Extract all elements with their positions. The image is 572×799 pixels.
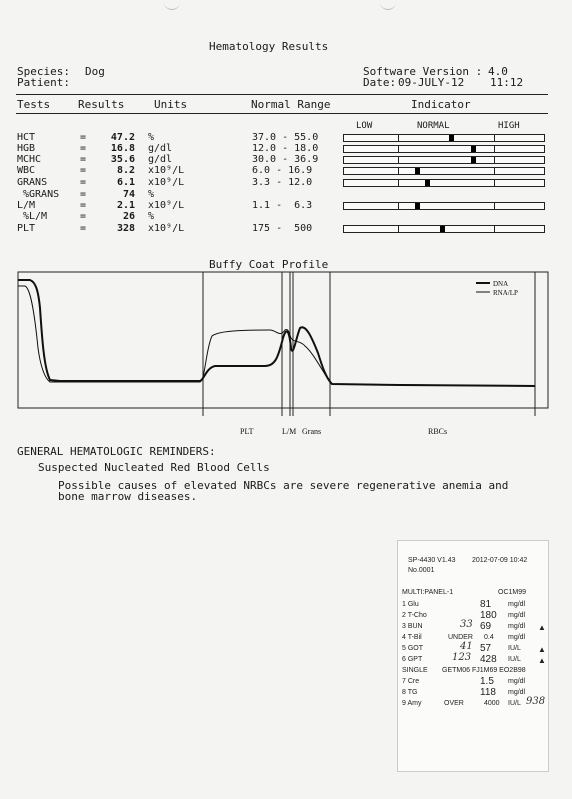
- indicator-bar: [343, 156, 545, 164]
- result-row-lm: [0, 211, 572, 223]
- receipt-item-name: 7 Cre: [402, 678, 420, 685]
- receipt-item-name: 1 Glu: [402, 601, 419, 608]
- receipt-item-value: 0.4: [484, 634, 494, 641]
- indicator-marker: [471, 146, 476, 152]
- time-value: 11:12: [490, 76, 524, 89]
- indicator-low: LOW: [356, 121, 373, 131]
- receipt-item-unit: mg/dl: [508, 689, 526, 696]
- result-value: 47.2: [110, 132, 135, 143]
- result-unit: x10⁹/L: [148, 200, 185, 211]
- receipt-datetime: 2012-07-09 10:42: [472, 557, 528, 564]
- result-value: 2.1: [116, 200, 135, 211]
- species-value: Dog: [85, 65, 105, 78]
- buffy-coat-chart: [0, 268, 572, 448]
- result-eq: =: [80, 223, 87, 234]
- receipt-item-value: 118: [480, 687, 496, 698]
- result-eq: =: [80, 200, 87, 211]
- indicator-high: HIGH: [498, 121, 520, 131]
- result-test: %L/M: [23, 211, 48, 222]
- result-test: MCHC: [17, 154, 42, 165]
- receipt-item-name: 2 T-Cho: [402, 612, 427, 619]
- result-unit: g/dl: [148, 154, 173, 165]
- receipt-item-unit: IU/L: [508, 645, 521, 652]
- indicator-bar: [343, 134, 545, 142]
- receipt-item-name: 4 T-Bil: [402, 634, 422, 641]
- receipt-item-value: 81: [480, 599, 492, 610]
- patient-label: Patient:: [17, 76, 70, 89]
- result-value: 328: [116, 223, 135, 234]
- receipt-item-unit: IU/L: [508, 700, 521, 707]
- zone-label-rbcs: RBCs: [428, 427, 448, 436]
- reminders-line1: Possible causes of elevated NRBCs are severe regenerative anemia and: [58, 479, 509, 492]
- col-results: Results: [78, 98, 125, 111]
- receipt-item-unit: mg/dl: [508, 678, 526, 685]
- result-eq: =: [80, 211, 87, 222]
- divider: [16, 113, 548, 114]
- receipt-item-value: 4000: [484, 700, 500, 707]
- legend-dna: DNA: [493, 280, 509, 288]
- result-unit: x10⁹/L: [148, 177, 185, 188]
- indicator-marker: [440, 226, 445, 232]
- receipt-item-flag-text: UNDER: [448, 634, 473, 641]
- result-test: WBC: [17, 165, 36, 176]
- report-title: Hematology Results: [209, 40, 329, 53]
- indicator-marker: [425, 180, 430, 186]
- receipt-item-name: 5 GOT: [402, 645, 424, 652]
- receipt-model: SP-4430 V1.43: [408, 557, 456, 564]
- indicator-marker: [449, 135, 454, 141]
- indicator-normal: NORMAL: [417, 121, 450, 131]
- result-eq: =: [80, 143, 87, 154]
- indicator-marker: [415, 203, 420, 209]
- col-units: Units: [154, 98, 188, 111]
- result-eq: =: [80, 189, 87, 200]
- receipt-item-value: 428: [480, 654, 497, 665]
- divider: [16, 94, 548, 95]
- receipt-item-unit: mg/dl: [508, 623, 526, 630]
- receipt-number: No.0001: [408, 567, 435, 574]
- software-value: 4.0: [488, 65, 508, 78]
- result-range: 175 - 500: [252, 223, 313, 234]
- col-normal-range: Normal Range: [251, 98, 331, 111]
- chemistry-receipt: [397, 540, 549, 772]
- indicator-bar: [343, 167, 545, 175]
- result-eq: =: [80, 177, 87, 188]
- receipt-flag-icon: ▲: [538, 656, 546, 665]
- result-range: 1.1 - 6.3: [252, 200, 313, 211]
- result-eq: =: [80, 132, 87, 143]
- indicator-marker: [415, 168, 420, 174]
- indicator-bar: [343, 202, 545, 210]
- zone-label-grans: Grans: [302, 427, 322, 436]
- zone-label-lm: L/M: [282, 427, 297, 436]
- result-unit: %: [148, 189, 155, 200]
- receipt-item-value: 180: [480, 610, 497, 621]
- reminders-heading: GENERAL HEMATOLOGIC REMINDERS:: [17, 445, 216, 458]
- col-indicator: Indicator: [411, 98, 471, 111]
- reminders-line2: bone marrow diseases.: [58, 490, 198, 503]
- result-value: 16.8: [110, 143, 135, 154]
- result-eq: =: [80, 154, 87, 165]
- receipt-item-value: 57: [480, 643, 492, 654]
- receipt-item-lot: GETM06 FJ1M69 EO2B98: [442, 667, 526, 674]
- zone-label-plt: PLT: [240, 427, 254, 436]
- result-row-wbc: [0, 165, 572, 177]
- result-unit: %: [148, 132, 155, 143]
- result-range: 3.3 - 12.0: [252, 177, 313, 188]
- receipt-flag-icon: ▲: [538, 623, 546, 632]
- result-value: 6.1: [116, 177, 135, 188]
- buffy-title: Buffy Coat Profile: [209, 258, 329, 271]
- receipt-item-flag-text: OVER: [444, 700, 464, 707]
- result-test: %GRANS: [23, 189, 60, 200]
- result-row-grans: [0, 177, 572, 189]
- result-test: L/M: [17, 200, 36, 211]
- software-label: Software Version :: [363, 65, 483, 78]
- result-test: HCT: [17, 132, 36, 143]
- receipt-handwritten-note: 123: [452, 652, 472, 663]
- result-range: 12.0 - 18.0: [252, 143, 319, 154]
- result-unit: %: [148, 211, 155, 222]
- indicator-bar: [343, 225, 545, 233]
- result-unit: g/dl: [148, 143, 173, 154]
- result-value: 35.6: [110, 154, 135, 165]
- date-value: 09-JULY-12: [398, 76, 465, 89]
- result-test: GRANS: [17, 177, 48, 188]
- receipt-handwritten-note: 41: [460, 641, 473, 652]
- legend-rna: RNA/LP: [493, 289, 518, 297]
- punch-hole: [164, 0, 180, 10]
- result-range: 6.0 - 16.9: [252, 165, 313, 176]
- species-label: Species:: [17, 65, 70, 78]
- dna-curve: [18, 280, 535, 386]
- result-value: 74: [122, 189, 135, 200]
- receipt-item-unit: mg/dl: [508, 612, 526, 619]
- receipt-item-name: 9 Amy: [402, 700, 422, 707]
- reminders-sub: Suspected Nucleated Red Blood Cells: [38, 461, 270, 474]
- result-value: 8.2: [116, 165, 135, 176]
- receipt-item-name: 3 BUN: [402, 623, 423, 630]
- receipt-handwritten-note: 938: [526, 696, 546, 707]
- date-label: Date:: [363, 76, 397, 89]
- result-test: PLT: [17, 223, 36, 234]
- punch-hole: [380, 0, 396, 10]
- receipt-flag-icon: ▲: [538, 645, 546, 654]
- result-unit: x10⁹/L: [148, 223, 185, 234]
- receipt-item-name: SINGLE: [402, 667, 428, 674]
- result-test: HGB: [17, 143, 36, 154]
- receipt-lot: OC1M99: [498, 589, 527, 596]
- result-eq: =: [80, 165, 87, 176]
- result-value: 26: [122, 211, 135, 222]
- receipt-item-value: 69: [480, 621, 492, 632]
- result-row-plt: [0, 223, 572, 235]
- indicator-bar: [343, 145, 545, 153]
- receipt-item-unit: IU/L: [508, 656, 521, 663]
- indicator-marker: [471, 157, 476, 163]
- receipt-item-unit: mg/dl: [508, 601, 526, 608]
- result-unit: x10⁹/L: [148, 165, 185, 176]
- receipt-panel: MULTI:PANEL-1: [402, 589, 454, 596]
- receipt-item-value: 1.5: [480, 676, 494, 687]
- result-range: 30.0 - 36.9: [252, 154, 319, 165]
- indicator-bar: [343, 179, 545, 187]
- receipt-handwritten-note: 33: [460, 619, 473, 630]
- rna-curve: [18, 286, 535, 386]
- receipt-item-name: 8 TG: [402, 689, 418, 696]
- receipt-item-unit: mg/dl: [508, 634, 526, 641]
- result-range: 37.0 - 55.0: [252, 132, 319, 143]
- receipt-item-name: 6 GPT: [402, 656, 423, 663]
- col-tests: Tests: [17, 98, 51, 111]
